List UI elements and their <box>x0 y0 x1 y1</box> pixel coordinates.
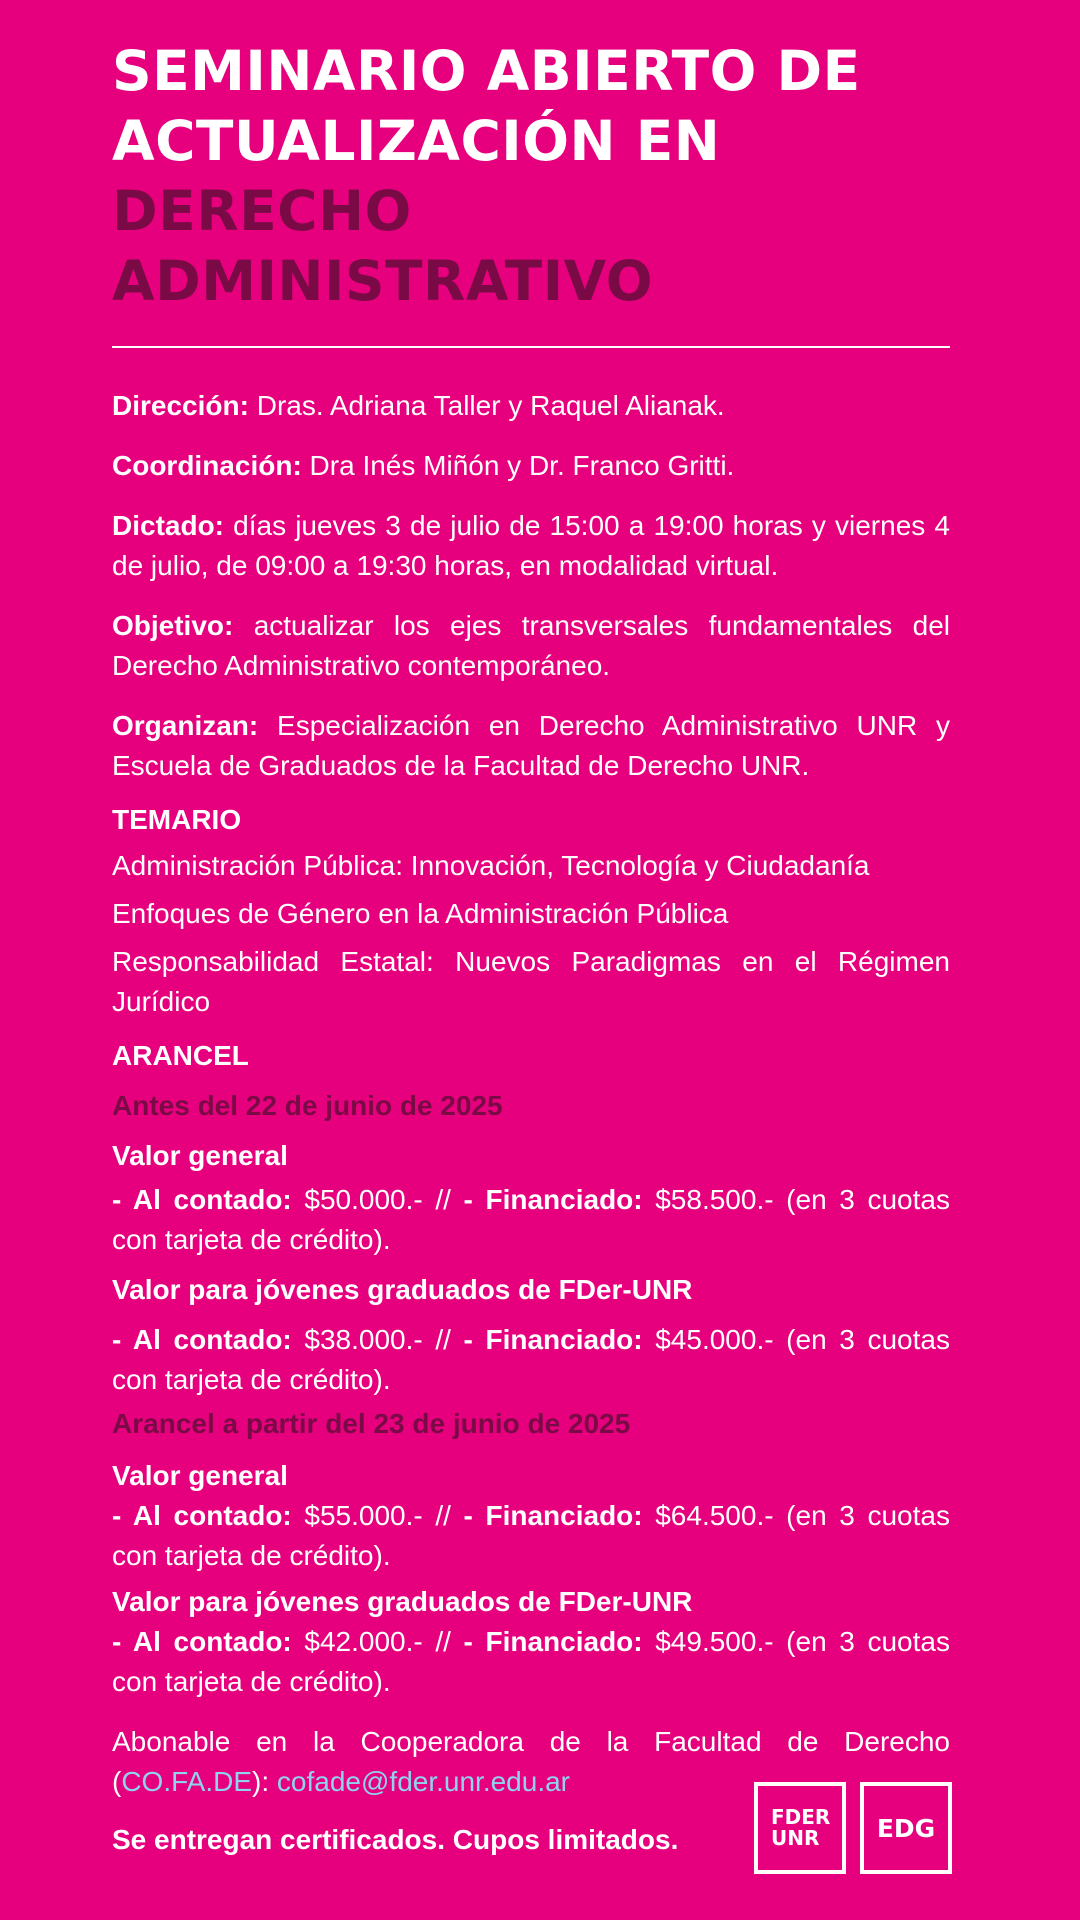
price-line <box>112 1180 950 1260</box>
financiado-value: $58.500.- (en 3 cuotas con tarjeta de crédito). <box>112 1184 950 1255</box>
title-line-2: ACTUALIZACIÓN EN <box>112 109 721 173</box>
financiado-value: $45.000.- (en 3 cuotas con tarjeta de crédito). <box>112 1324 950 1395</box>
footer-note: Se entregan certificados. Cupos limitados. <box>112 1824 679 1855</box>
fder-logo-line-2: UNR <box>771 1826 820 1850</box>
period-1-heading: Antes del 22 de junio de 2025 <box>112 1090 503 1121</box>
financiado-label: - Financiado: <box>463 1324 643 1355</box>
title-divider <box>112 346 950 348</box>
edg-logo <box>860 1782 952 1874</box>
price-line <box>112 1622 950 1702</box>
valor-general-heading: Valor general <box>112 1460 288 1491</box>
cofade-link[interactable]: CO.FA.DE <box>121 1766 253 1797</box>
contado-label: - Al contado: <box>112 1324 292 1355</box>
contado-value: $42.000.- // <box>291 1626 464 1657</box>
price-line <box>112 1320 950 1400</box>
dictado-label: Dictado: <box>112 510 224 541</box>
objetivo-text: actualizar los ejes transversales fundamentales del Derecho Administrativo contemporáneo. <box>112 610 950 681</box>
title-line-3: DERECHO ADMINISTRATIVO <box>112 179 654 313</box>
financiado-label: - Financiado: <box>463 1500 643 1531</box>
financiado-label: - Financiado: <box>463 1184 643 1215</box>
organizan-label: Organizan: <box>112 710 259 741</box>
dictado-paragraph <box>112 506 950 586</box>
contado-label: - Al contado: <box>112 1500 292 1531</box>
edg-logo-text: EDG <box>876 1813 936 1843</box>
organizan-text: Especialización en Derecho Administrativo UNR y Escuela de Graduados de la Facultad de Derecho UNR. <box>112 710 950 781</box>
objetivo-label: Objetivo: <box>112 610 234 641</box>
direccion-label: Dirección: <box>112 390 249 421</box>
contado-value: $38.000.- // <box>291 1324 464 1355</box>
temario-item: Administración Pública: Innovación, Tecnología y Ciudadanía <box>112 850 870 881</box>
direccion-text: Dras. Adriana Taller y Raquel Alianak. <box>248 390 725 421</box>
contado-value: $55.000.- // <box>291 1500 464 1531</box>
title-line-1: SEMINARIO ABIERTO DE <box>112 39 861 103</box>
price-line <box>112 1496 950 1576</box>
contado-label: - Al contado: <box>112 1626 292 1657</box>
valor-general-heading: Valor general <box>112 1140 288 1171</box>
financiado-value: $64.500.- (en 3 cuotas con tarjeta de crédito). <box>112 1500 950 1571</box>
financiado-label: - Financiado: <box>463 1626 643 1657</box>
temario-item: Responsabilidad Estatal: Nuevos Paradigmas en el Régimen Jurídico <box>112 946 950 1017</box>
page-title <box>112 36 950 316</box>
valor-jovenes-heading: Valor para jóvenes graduados de FDer-UNR <box>112 1274 693 1305</box>
objetivo-paragraph <box>112 606 950 686</box>
contado-value: $50.000.- // <box>291 1184 464 1215</box>
coordinacion-text: Dra Inés Miñón y Dr. Franco Gritti. <box>301 450 735 481</box>
payment-text: Abonable en la Cooperadora de la Facultad de Derecho ( <box>112 1726 950 1797</box>
valor-jovenes-heading: Valor para jóvenes graduados de FDer-UNR <box>112 1586 693 1617</box>
flyer-content <box>112 36 950 1860</box>
email-link[interactable]: cofade@fder.unr.edu.ar <box>276 1766 570 1797</box>
period-2-heading: Arancel a partir del 23 de junio de 2025 <box>112 1408 631 1439</box>
coordinacion-paragraph <box>112 446 950 486</box>
payment-text-mid: ): <box>252 1766 277 1797</box>
coordinacion-label: Coordinación: <box>112 450 302 481</box>
dictado-text: días jueves 3 de julio de 15:00 a 19:00 horas y viernes 4 de julio, de 09:00 a 19:30 horas, en modalidad virtual. <box>112 510 950 581</box>
logos <box>754 1782 952 1874</box>
direccion-paragraph <box>112 386 950 426</box>
fder-logo-line-1: FDER <box>771 1805 831 1829</box>
arancel-heading: ARANCEL <box>112 1040 249 1071</box>
contado-label: - Al contado: <box>112 1184 292 1215</box>
temario-heading: TEMARIO <box>112 804 242 835</box>
temario-item: Enfoques de Género en la Administración Pública <box>112 898 729 929</box>
fder-unr-logo <box>754 1782 846 1874</box>
organizan-paragraph <box>112 706 950 786</box>
financiado-value: $49.500.- (en 3 cuotas con tarjeta de crédito). <box>112 1626 950 1697</box>
